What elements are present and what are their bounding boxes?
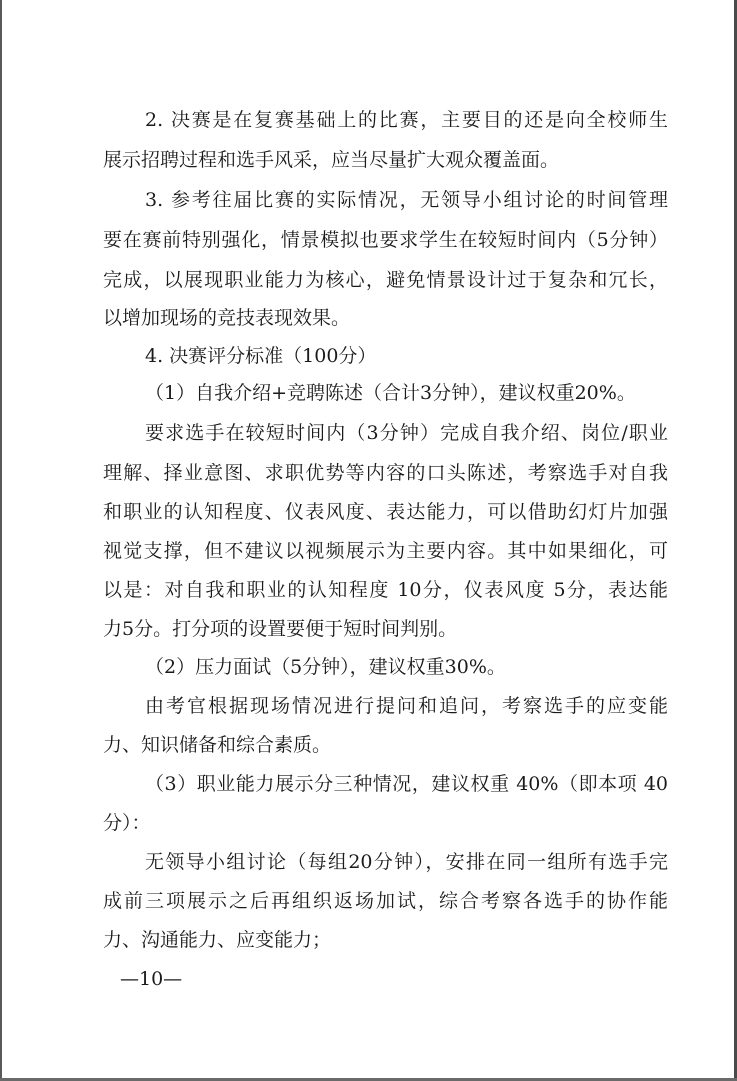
paragraph-line: 力5分。打分项的设置要便于短时间判别。: [103, 618, 458, 640]
paragraph-line: 以增加现场的竞技表现效果。: [103, 307, 351, 329]
paragraph-line: 无领导小组讨论（每组20分钟），安排在同一组所有选手完: [145, 851, 668, 873]
paragraph-line: 3. 参考往届比赛的实际情况，无领导小组讨论的时间管理: [145, 189, 668, 211]
paragraph-line: 展示招聘过程和选手风采，应当尽量扩大观众覆盖面。: [103, 149, 560, 171]
paragraph-line: 力、沟通能力、应变能力；: [103, 929, 332, 951]
item-heading: （3）职业能力展示分三种情况，建议权重 40%（即本项 40: [145, 773, 668, 795]
item-heading: （1）自我介绍+竞聘陈述（合计3分钟），建议权重20%。: [145, 382, 636, 404]
section-heading: 4. 决赛评分标准（100分）: [145, 345, 377, 367]
paragraph-line: 完成，以展现职业能力为核心，避免情景设计过于复杂和冗长，: [103, 269, 668, 291]
paragraph-line: 要在赛前特别强化，情景模拟也要求学生在较短时间内（5分钟）: [103, 229, 668, 251]
paragraph-line: 成前三项展示之后再组织返场加试，综合考察各选手的协作能: [103, 890, 668, 912]
paragraph-line: 分）：: [103, 812, 151, 834]
page-edge-left: [0, 0, 2, 1081]
paragraph-line: 以是：对自我和职业的认知程度 10分，仪表风度 5分，表达能: [103, 579, 668, 601]
paragraph-line: 由考官根据现场情况进行提问和追问，考察选手的应变能: [145, 695, 668, 717]
paragraph-line: 视觉支撑，但不建议以视频展示为主要内容。其中如果细化，可: [103, 540, 668, 562]
paragraph-line: 和职业的认知程度、仪表风度、表达能力，可以借助幻灯片加强: [103, 501, 668, 523]
paragraph-line: 要求选手在较短时间内（3分钟）完成自我介绍、岗位/职业: [145, 422, 668, 444]
page-number: —10—: [120, 968, 183, 990]
item-heading: （2）压力面试（5分钟），建议权重30%。: [145, 656, 506, 678]
paragraph-line: 理解、择业意图、求职优势等内容的口头陈述，考察选手对自我: [103, 462, 668, 484]
paragraph-line: 力、知识储备和综合素质。: [103, 734, 332, 756]
paragraph-line: 2. 决赛是在复赛基础上的比赛，主要目的还是向全校师生: [145, 109, 668, 131]
